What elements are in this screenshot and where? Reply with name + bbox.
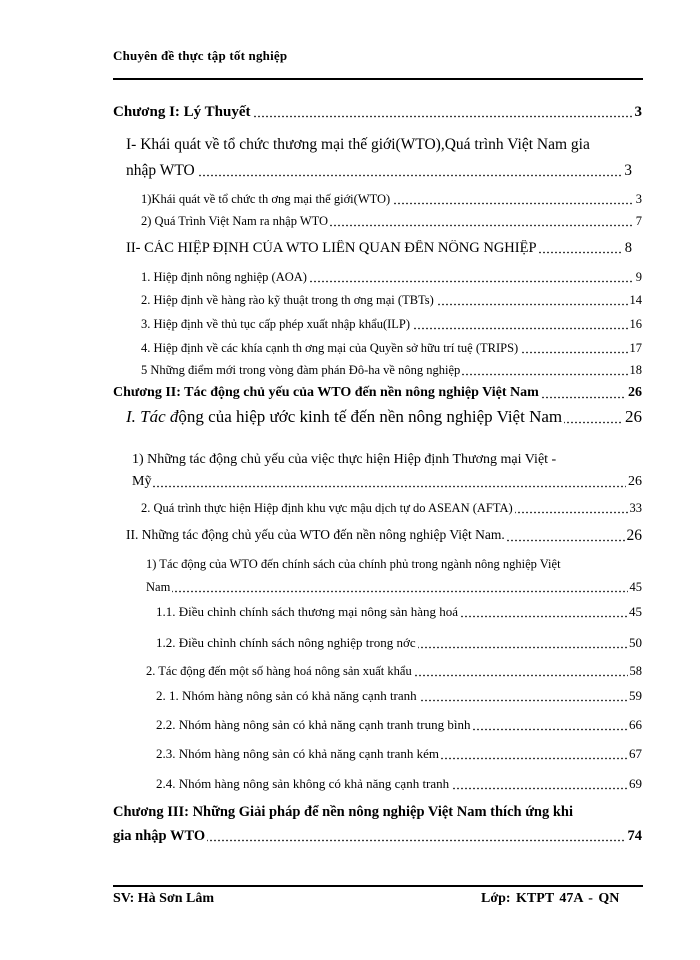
toc-label: 1)Khái quát về tổ chức th ơng mại thế giới(WTO)	[141, 192, 391, 206]
toc-label: II. Những tác động chủ yếu của WTO đến nền nông nghiệp Việt Nam.	[126, 527, 505, 542]
toc-page: 7	[635, 214, 642, 228]
footer-class: Lớp: KTPT 47A - QN	[481, 891, 620, 906]
toc-chapter-2	[113, 385, 642, 401]
toc-label: 2. Hiệp định về hàng rào kỹ thuật trong th ơng mại (TBTs)	[141, 293, 434, 307]
toc-label: 2. 1. Nhóm hàng nông sản có khả năng cạnh tranh	[156, 688, 417, 703]
toc-page: 14	[629, 293, 642, 307]
toc-page: 74	[627, 828, 642, 844]
toc-label: 3. Hiệp định về thủ tục cấp phép xuất nhập khẩu(ILP)	[141, 317, 411, 331]
toc-page: 17	[629, 341, 642, 355]
toc-label: gia nhập WTO	[113, 828, 206, 844]
footer-rule	[113, 885, 643, 887]
toc-page: 45	[629, 604, 642, 619]
footer-student: SV: Hà Sơn Lâm	[113, 891, 214, 906]
toc-ch2-1-1-line1: 1) Những tác động chủ yếu của việc thực hiện Hiệp định Thương mại Việt -	[132, 452, 557, 467]
toc-page: 66	[629, 717, 642, 732]
toc-page: 26	[628, 474, 642, 489]
toc-ch2-2-2-1	[156, 688, 642, 704]
toc-page: 9	[635, 270, 642, 284]
toc-page: 33	[629, 501, 642, 515]
toc-page: 3	[634, 104, 642, 120]
document-header: Chuyên đề thực tập tốt nghiệp	[113, 48, 288, 63]
toc-label: 2. Quá trình thực hiện Hiệp định khu vực mậu dịch tự do ASEAN (AFTA)	[141, 501, 513, 515]
toc-ch2-2-1-line1: 1) Tác động của WTO đến chính sách của chính phủ trong ngành nông nghiệp Việt	[146, 557, 561, 571]
toc-label: 2.4. Nhóm hàng nông sản không có khả năng cạnh tranh	[156, 776, 450, 791]
toc-chapter-3	[113, 828, 642, 845]
toc-label: 2. Tác động đến một số hàng hoá nông sản xuất khẩu	[146, 664, 412, 678]
toc-label: 5 Những điểm mới trong vòng đàm phán Đô-ha về nông nghiệp	[141, 363, 461, 377]
toc-label: 2.2. Nhóm hàng nông sản có khả năng cạnh tranh trung bình	[156, 717, 471, 732]
toc-ch2-2-1-2	[156, 635, 642, 651]
toc-page: 16	[629, 317, 642, 331]
toc-section-1-2	[141, 214, 642, 229]
toc-ch2-2-2	[146, 664, 642, 679]
toc-label: Nam	[146, 580, 171, 594]
toc-section-2-4	[141, 341, 642, 356]
toc-section-2-2	[141, 293, 642, 308]
toc-section-2	[126, 240, 632, 257]
toc-page: 67	[629, 746, 642, 761]
toc-ch2-1-2	[141, 501, 642, 516]
toc-label: 4. Hiệp định về các khía cạnh th ơng mại của Quyền sở hữu trí tuệ (TRIPS)	[141, 341, 519, 355]
toc-label: 1.2. Điều chỉnh chính sách nông nghiệp trong nớc	[156, 635, 416, 650]
toc-ch2-section-2	[126, 527, 642, 545]
toc-ch2-2-1	[146, 580, 642, 595]
toc-ch2-2-2-4	[156, 776, 642, 792]
toc-label: II- CÁC HIỆP ĐỊNH CỦA WTO LIÊN QUAN ĐẾN NÔNG NGHIỆP	[126, 240, 537, 256]
toc-page: 59	[629, 688, 642, 703]
toc-label: ộng của hiệp ước kinh tế đến nền nông nghiệp Việt Nam	[178, 407, 563, 426]
toc-label: 1.1. Điều chỉnh chính sách thương mại nông sản hàng hoá	[156, 604, 459, 619]
toc-page: 18	[629, 363, 642, 377]
toc-label-italic: I. Tác đ	[126, 407, 179, 426]
toc-chapter-3-line1: Chương III: Những Giải pháp để nền nông nghiệp Việt Nam thích ứng khi	[113, 804, 573, 820]
toc-label: Chương I: Lý Thuyết	[113, 104, 251, 120]
toc-page: 69	[629, 776, 642, 791]
toc-section-1	[126, 162, 632, 180]
toc-chapter-1	[113, 104, 642, 121]
toc-label: 1. Hiệp định nông nghiệp (AOA)	[141, 270, 307, 284]
toc-section-2-3	[141, 317, 642, 332]
toc-ch2-1-1	[132, 474, 642, 490]
toc-label: 2.3. Nhóm hàng nông sản có khả năng cạnh tranh kém	[156, 746, 440, 761]
toc-page: 8	[624, 240, 632, 256]
toc-ch2-2-2-3	[156, 746, 642, 762]
toc-page: 45	[629, 580, 642, 594]
toc-section-2-1	[141, 270, 642, 285]
toc-label: Chương II: Tác động chủ yếu của WTO đến nền nông nghiệp Việt Nam	[113, 385, 539, 400]
toc-page: 58	[629, 664, 642, 678]
toc-ch2-2-1-1	[156, 604, 642, 620]
toc-page: 3	[635, 192, 642, 206]
header-rule	[113, 78, 643, 80]
toc-page: 26	[628, 385, 642, 400]
toc-section-1-line1: I- Khái quát về tổ chức thương mại thế giới(WTO),Quá trình Việt Nam gia	[126, 136, 590, 153]
toc-page: 26	[626, 527, 642, 544]
toc-page: 3	[624, 162, 632, 179]
toc-ch2-2-2-2	[156, 717, 642, 733]
toc-label: 2) Quá Trình Việt Nam ra nhập WTO	[141, 214, 329, 228]
toc-label: Mỹ	[132, 474, 152, 489]
toc-page: 26	[625, 407, 642, 426]
toc-section-1-1	[141, 192, 642, 207]
toc-section-2-5	[141, 363, 642, 378]
toc-ch2-section-1	[126, 407, 642, 427]
toc-label: nhập WTO	[126, 162, 195, 179]
toc-page: 50	[629, 635, 642, 650]
